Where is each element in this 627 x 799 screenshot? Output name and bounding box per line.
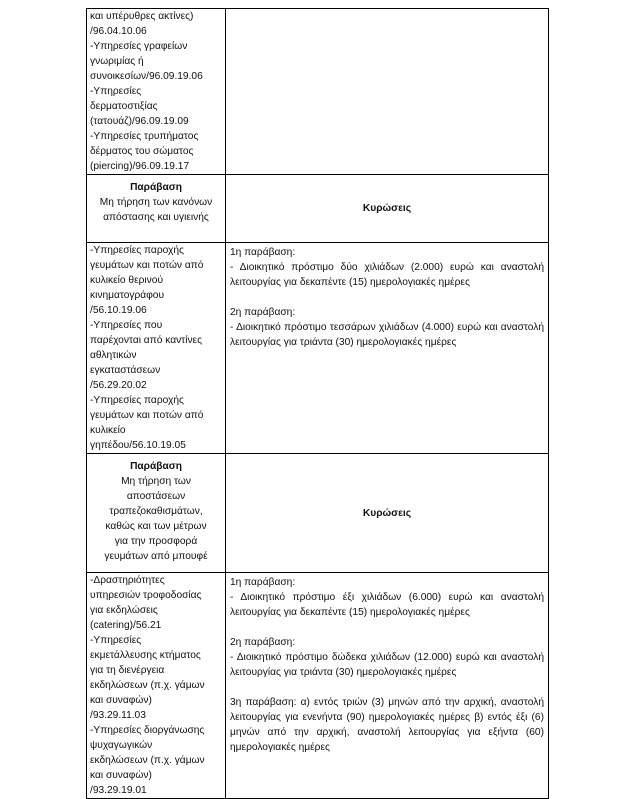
first-violation-label: 1η παράβαση:	[230, 577, 296, 588]
activity-list-cell: -Δραστηριότητες υπηρεσιών τροφοδοσίας για εκδηλώσεις (catering)/56.21 -Υπηρεσίες εκμετάλλευσης κτήματος για τη διενέργεια εκδηλώσεων (π.χ. γάμων και συναφών) /93.29.11.03 -Υπηρεσίες διοργάνωσης ψυχαγωγικών εκδηλώσεων (π.χ. γάμων και συναφών) /93.29.19.01	[87, 573, 226, 799]
violation-title: Παράβαση	[130, 182, 182, 193]
second-violation-text: - Διοικητικό πρόστιμο τεσσάρων χιλιάδων (4.000) ευρώ και αναστολή λειτουργίας για τριάντα (30) ημερολογιακές ημέρες	[230, 322, 544, 348]
table-row	[87, 573, 549, 799]
sanctions-cell	[226, 243, 549, 454]
second-violation-label: 2η παράβαση:	[230, 307, 296, 318]
activity-list-cell: -Υπηρεσίες παροχής γευμάτων και ποτών από κυλικείο θερινού κινηματογράφου /56.10.19.06 -Υπηρεσίες που παρέχονται από καντίνες αθλητικών εγκαταστάσεων /56.29.20.02 -Υπηρεσίες παροχής γευμάτων και ποτών από κυλικείο γηπέδου/56.10.19.05	[87, 243, 226, 454]
header-row	[87, 454, 549, 573]
violation-description: Μη τήρηση των κανόνων απόστασης και υγιεινής	[99, 197, 213, 223]
sanctions-header: Κυρώσεις	[226, 454, 549, 573]
first-violation-text: - Διοικητικό πρόστιμο δύο χιλιάδων (2.000) ευρώ και αναστολή λειτουργίας για δεκαπέντε (15) ημερολογιακές ημέρες	[230, 262, 544, 288]
activity-list-cell: και υπέρυθρες ακτίνες) /96.04.10.06 -Υπηρεσίες γραφείων γνωριμίας ή συνοικεσίων/96.09.19.06 -Υπηρεσίες δερματοστιξίας (τατουάζ)/96.09.19.09 -Υπηρεσίες τρυπήματος δέρματος του σώματος (piercing)/96.09.19.17	[87, 9, 226, 175]
sanctions-cell	[226, 573, 549, 799]
sanctions-table	[86, 8, 549, 799]
table-row	[87, 9, 549, 175]
second-violation-label: 2η παράβαση:	[230, 637, 296, 648]
violation-header-cell	[87, 175, 226, 243]
sanctions-header: Κυρώσεις	[226, 175, 549, 243]
second-violation-text: - Διοικητικό πρόστιμο δώδεκα χιλιάδων (12.000) ευρώ και αναστολή λειτουργίας για τριάντα (30) ημερολογιακές ημέρες	[230, 652, 544, 678]
table-row	[87, 243, 549, 454]
violation-description: Μη τήρηση των αποστάσεων τραπεζοκαθισμάτων, καθώς και των μέτρων για την προσφορά γευμάτων από μπουφέ	[104, 476, 208, 562]
third-violation-text: 3η παράβαση: α) εντός τριών (3) μηνών από την αρχική, αναστολή λειτουργίας για ενενήντα (90) ημερολογιακές ημέρες β) εντός έξι (6) μηνών από την αρχική, αναστολή λειτουργίας για εξήντα (60) ημερολογιακές ημέρες	[230, 697, 544, 753]
header-row	[87, 175, 549, 243]
empty-cell	[226, 9, 549, 175]
violation-header-cell	[87, 454, 226, 573]
first-violation-text: - Διοικητικό πρόστιμο έξι χιλιάδων (6.000) ευρώ και αναστολή λειτουργίας για δεκαπέντε (15) ημερολογιακές ημέρες	[230, 592, 544, 618]
violation-title: Παράβαση	[130, 461, 182, 472]
first-violation-label: 1η παράβαση:	[230, 247, 296, 258]
